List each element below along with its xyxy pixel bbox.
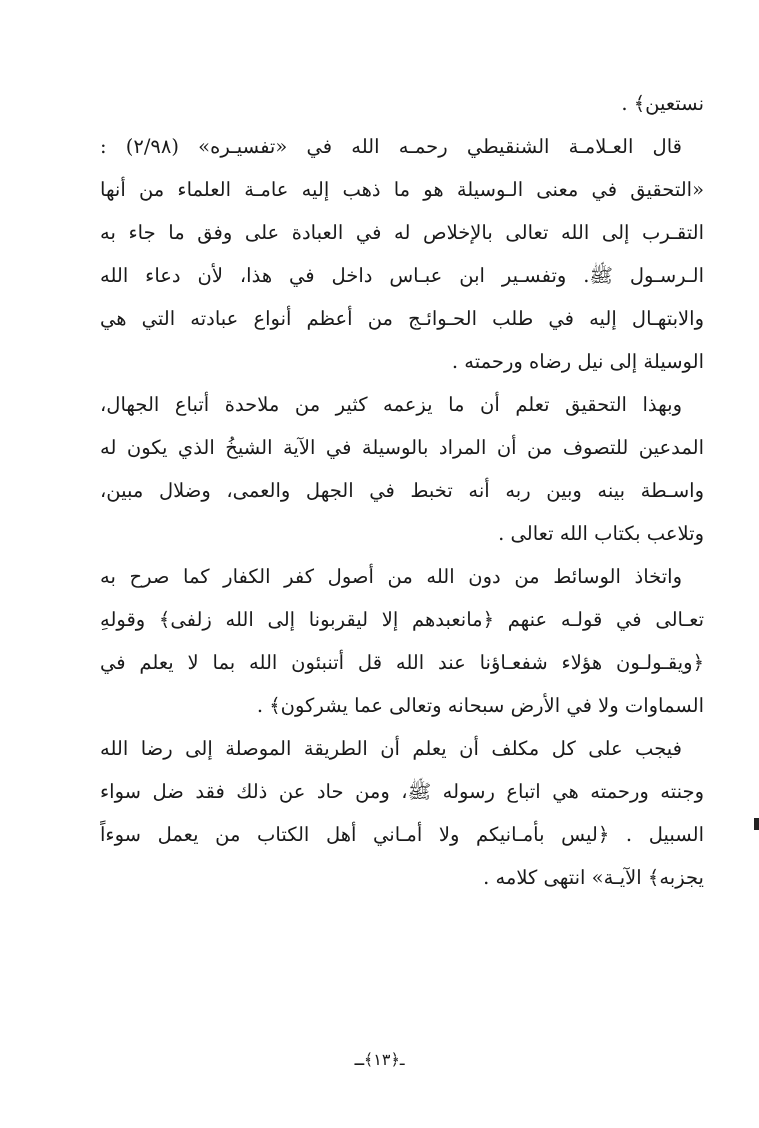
scan-edge-mark xyxy=(754,818,759,830)
text-line: ﴿ويقـولـون هؤلاء شفعـاؤنا عند الله قل أتنبئون الله بما لا يعلم في xyxy=(100,651,704,674)
text-line: التقـرب إلى الله تعالى بالإخلاص له في العبادة على وفق ما جاء به xyxy=(100,221,704,244)
text-line: السبيل . ﴿ليس بأمـانيكم ولا أمـاني أهل الكتاب من يعمل سوءاً xyxy=(100,823,704,846)
text-line: يجزبه﴾ الآيـة» انتهى كلامه . xyxy=(483,866,704,889)
text-line: فيجب على كل مكلف أن يعلم أن الطريقة الموصلة إلى رضا الله xyxy=(100,737,682,760)
text-line: وجنته ورحمته هي اتباع رسوله ﷺ، ومن حاد عن ذلك فقد ضل سواء xyxy=(100,780,704,803)
text-line: واتخاذ الوسائط من دون الله من أصول كفر الكفار كما صرح به xyxy=(100,565,682,588)
text-line: وبهذا التحقيق تعلم أن ما يزعمه كثير من ملاحدة أتباع الجهال، xyxy=(100,393,682,416)
text-line: والابتهـال إليه في طلب الحـوائـج من أعظم أنواع عبادته التي هي xyxy=(100,307,704,330)
body-text xyxy=(100,82,704,899)
text-line: واسـطة بينه وبين ربه أنه تخبط في الجهل والعمى، وضلال مبين، xyxy=(100,479,704,502)
text-line: السماوات ولا في الأرض سبحانه وتعالى عما يشركون﴾ . xyxy=(256,694,704,717)
text-line: الـرسـول ﷺ. وتفسـير ابن عبـاس داخل في هذا، لأن دعاء الله xyxy=(100,264,704,287)
page-number: ـ﴿١٣﴾ـ xyxy=(354,1050,405,1069)
text-line: المدعين للتصوف من أن المراد بالوسيلة في الآية الشيخُ الذي يكون له xyxy=(100,436,704,459)
text-line: «التحقيق في معنى الـوسيلة هو ما ذهب إليه عامـة العلماء من أنها xyxy=(100,178,704,201)
text-line: تعـالى في قولـه عنهم ﴿مانعبدهم إلا ليقربونا إلى الله زلفى﴾ وقولهِ xyxy=(100,608,704,631)
text-line: قال العـلامـة الشنقيطي رحمـه الله في «تفسيـره» (٢/٩٨) : xyxy=(100,135,682,158)
text-line: الوسيلة إلى نيل رضاه ورحمته . xyxy=(451,350,704,373)
text-line: نستعين﴾ . xyxy=(621,92,704,115)
text-line: وتلاعب بكتاب الله تعالى . xyxy=(498,522,704,545)
